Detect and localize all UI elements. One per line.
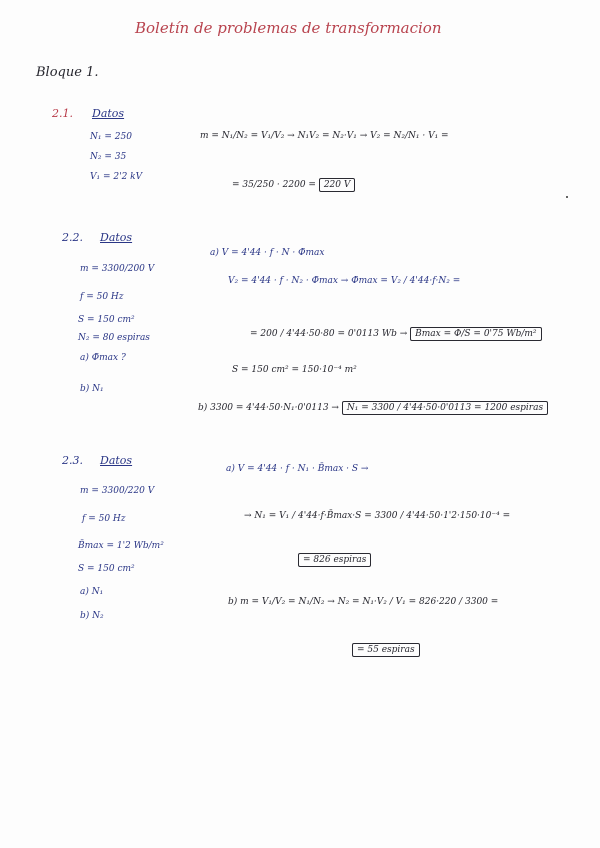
solution-text: = 200 / 4'44·50·80 = 0'0113 Wb → [250, 329, 408, 339]
question: b) N₂ [80, 611, 104, 621]
data-item: N₁ = 250 [90, 132, 132, 142]
problem-number: 2.1. [52, 107, 73, 120]
solution-text: b) 3300 = 4'44·50·N₁·0'0113 → [198, 403, 339, 413]
problem-number: 2.3. [62, 454, 83, 467]
datos-heading: Datos [92, 107, 125, 120]
data-item: V₁ = 2'2 kV [90, 172, 143, 182]
solution-line: V₂ = 4'44 · f · N₂ · Φ̄max → Φ̄max = V₂ / 4'44·f·N₂ = [228, 276, 461, 286]
solution-line: a) V = 4'44 · f · N · Φ̄max [210, 248, 325, 258]
question: a) Φ̄max ? [80, 353, 126, 363]
solution-line: → N₁ = V₁ / 4'44·f·B̄max·S = 3300 / 4'44·50·1'2·150·10⁻⁴ = [244, 511, 511, 521]
solution-line: b) m = V₁/V₂ = N₁/N₂ → N₂ = N₁·V₂ / V₁ = 826·220 / 3300 = [228, 597, 499, 607]
result-box: 220 V [319, 178, 356, 192]
datos-heading: Datos [100, 454, 133, 467]
data-item: N₂ = 35 [90, 152, 127, 162]
question: b) N₁ [80, 384, 104, 394]
data-item: N₂ = 80 espiras [78, 333, 150, 343]
data-item: m = 3300/200 V [80, 264, 155, 274]
data-item: B̄max = 1'2 Wb/m² [78, 541, 164, 551]
question: a) N₁ [80, 587, 104, 597]
equation: m = N₁/N₂ = V₁/V₂ → N₁V₂ = N₂·V₁ → V₂ = N₂/N₁ · V₁ = [200, 131, 449, 141]
equation [232, 181, 355, 191]
problem-number: 2.2. [62, 231, 83, 244]
solution-line: a) V = 4'44 · f · N₁ · B̄max · S → [226, 464, 369, 474]
solution-line [250, 330, 542, 340]
result-text: = 826 espiras [298, 553, 371, 567]
data-item: S = 150 cm² [78, 564, 135, 574]
section-label: Bloque 1. [36, 65, 99, 80]
equation-text: = 35/250 · 2200 = [232, 180, 316, 190]
result-box [352, 646, 420, 656]
result-box: B̄max = Φ/S = 0'75 Wb/m² [410, 327, 541, 341]
result-text: = 55 espiras [352, 643, 420, 657]
data-item: S = 150 cm² [78, 315, 135, 325]
solution-line: S = 150 cm² = 150·10⁻⁴ m² [232, 365, 357, 375]
ink-dot [566, 196, 568, 198]
datos-heading: Datos [100, 231, 133, 244]
data-item: m = 3300/220 V [80, 486, 155, 496]
result-box [298, 556, 371, 566]
result-box: N₁ = 3300 / 4'44·50·0'0113 = 1200 espiras [342, 401, 548, 415]
solution-line [198, 404, 548, 414]
page-title: Boletín de problemas de transformacion [135, 19, 442, 37]
data-item: f = 50 Hz [80, 292, 124, 302]
data-item: f = 50 Hz [82, 514, 126, 524]
